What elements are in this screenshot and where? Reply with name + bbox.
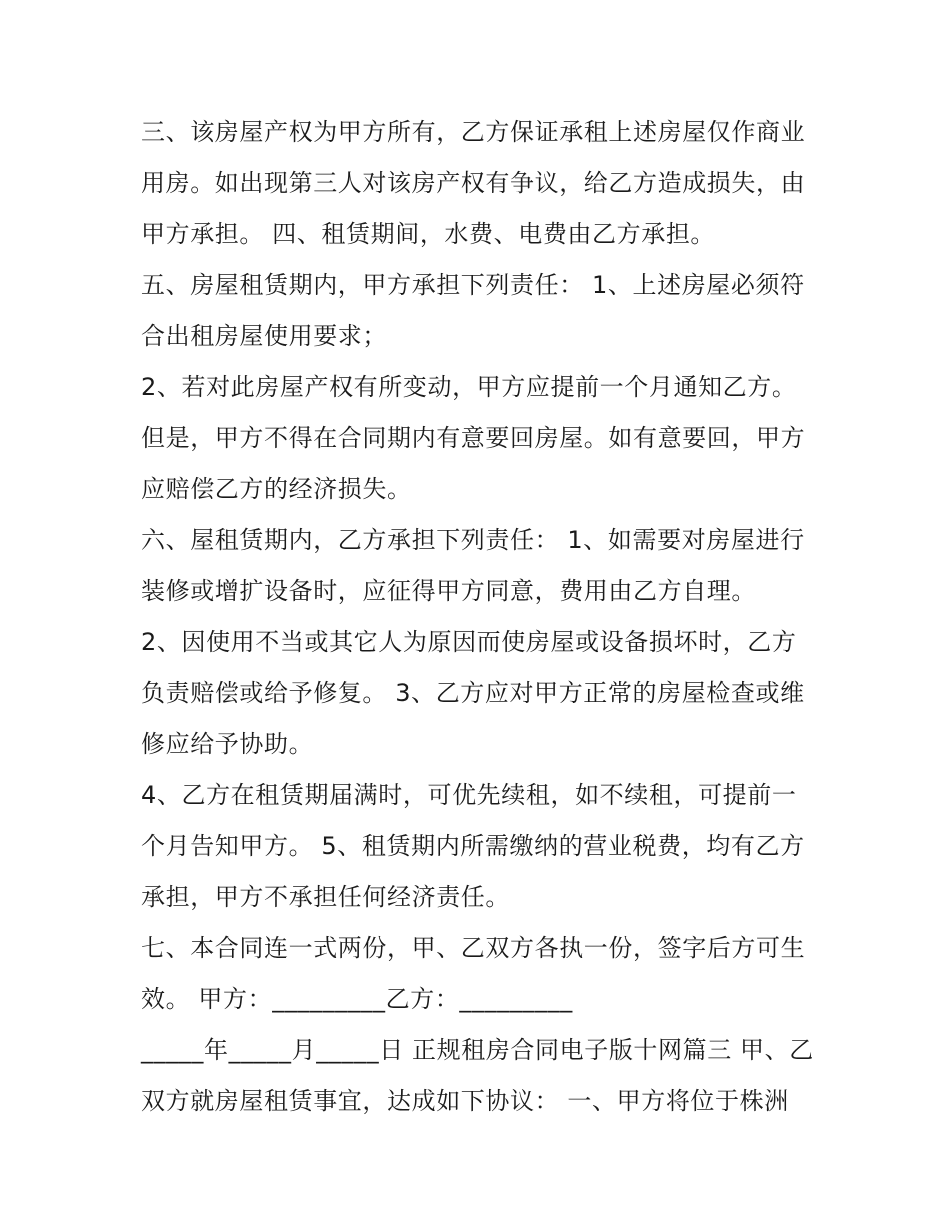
text-line: 用房。如出现第三人对该房产权有争议，给乙方造成损失，由 [141, 169, 806, 197]
text-line: 六、屋租赁期内，乙方承担下列责任： 1、如需要对房屋进行 [141, 526, 805, 554]
text-line: 但是，甲方不得在合同期内有意要回房屋。如有意要回，甲方 [141, 424, 806, 452]
date-line: _____年_____月_____日 正规租房合同电子版十网篇三 甲、乙 [141, 1036, 814, 1064]
text-line: 七、本合同连一式两份，甲、乙双方各执一份，签字后方可生 [141, 934, 806, 962]
text-line: 甲方承担。 四、租赁期间，水费、电费由乙方承担。 [141, 220, 716, 248]
text-line: 应赔偿乙方的经济损失。 [141, 475, 412, 503]
text-line: 三、该房屋产权为甲方所有，乙方保证承租上述房屋仅作商业 [141, 118, 806, 146]
text-line: 2、因使用不当或其它人为原因而使房屋或设备损坏时，乙方 [141, 628, 797, 656]
text-line: 负责赔偿或给予修复。 3、乙方应对甲方正常的房屋检查或维 [141, 679, 805, 707]
text-line: 装修或增扩设备时，应征得甲方同意，费用由乙方自理。 [141, 577, 756, 605]
signature-line: 效。 甲方：_________乙方：_________ [141, 985, 573, 1013]
contract-body-text [141, 107, 821, 1127]
text-line: 4、乙方在租赁期届满时，可优先续租，如不续租，可提前一 [141, 781, 797, 809]
text-line: 2、若对此房屋产权有所变动，甲方应提前一个月通知乙方。 [141, 373, 797, 401]
text-line: 五、房屋租赁期内，甲方承担下列责任： 1、上述房屋必须符 [141, 271, 805, 299]
text-line: 合出租房屋使用要求； [141, 322, 387, 350]
text-line: 承担，甲方不承担任何经济责任。 [141, 883, 510, 911]
text-line: 修应给予协助。 [141, 730, 314, 758]
text-line: 双方就房屋租赁事宜，达成如下协议： 一、甲方将位于株洲 [141, 1087, 789, 1115]
text-line: 个月告知甲方。 5、租赁期内所需缴纳的营业税费，均有乙方 [141, 832, 805, 860]
